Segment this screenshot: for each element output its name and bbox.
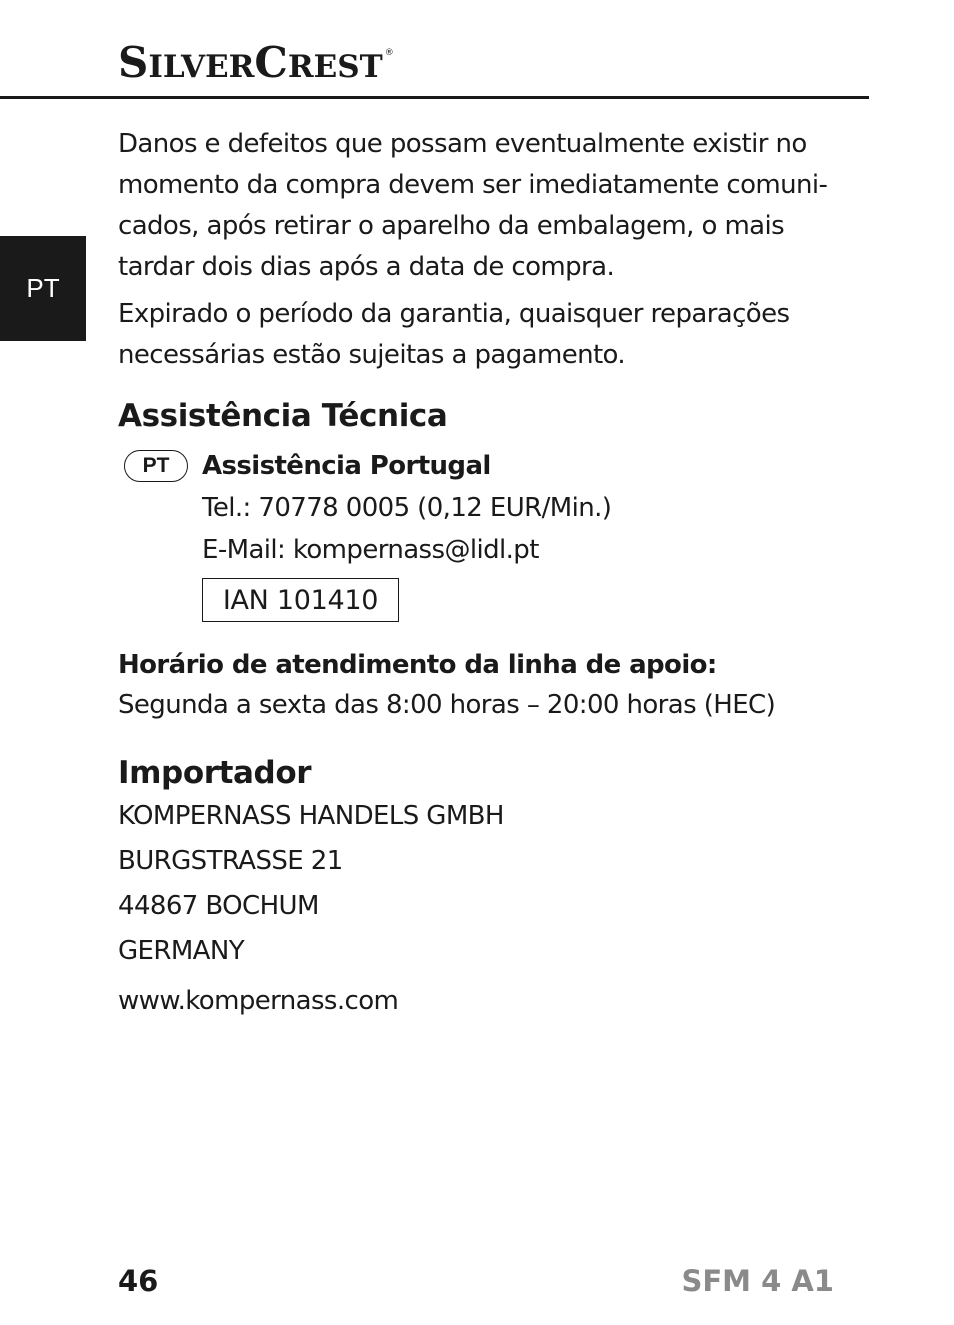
importer-company: KOMPERNASS HANDELS GMBH	[118, 801, 504, 831]
intro-line: necessárias estão sujeitas a pagamento.	[118, 340, 626, 370]
importer-city: 44867 BOCHUM	[118, 891, 319, 921]
service-name: Assistência Portugal	[202, 451, 491, 481]
intro-line: Danos e defeitos que possam eventualmente existir no	[118, 129, 807, 159]
language-tab	[0, 236, 86, 341]
service-email: E-Mail: kompernass@lidl.pt	[202, 535, 539, 565]
silvercrest-logo	[118, 38, 392, 87]
importer-country: GERMANY	[118, 936, 244, 966]
logo-text-ilver: ILVER	[148, 49, 255, 85]
intro-line: momento da compra devem ser imediatamente comuni-	[118, 170, 828, 200]
registered-mark: ®	[384, 48, 394, 58]
language-tab-label: PT	[26, 273, 60, 303]
logo-letter-s: S	[118, 38, 149, 87]
hotline-hours: Segunda a sexta das 8:00 horas – 20:00 horas (HEC)	[118, 690, 776, 720]
intro-line: cados, após retirar o aparelho da embalagem, o mais	[118, 211, 785, 241]
importer-street: BURGSTRASSE 21	[118, 846, 343, 876]
importer-heading: Importador	[118, 755, 312, 791]
logo-letter-c: C	[254, 38, 288, 87]
country-badge-label: PT	[142, 454, 170, 477]
intro-paragraph-2	[118, 294, 789, 376]
importer-website: www.kompernass.com	[118, 986, 399, 1016]
service-phone: Tel.: 70778 0005 (0,12 EUR/Min.)	[202, 493, 612, 523]
hotline-label: Horário de atendimento da linha de apoio:	[118, 650, 717, 680]
intro-line: Expirado o período da garantia, quaisquer reparações	[118, 299, 790, 329]
intro-line: tardar dois dias após a data de compra.	[118, 252, 615, 282]
ian-box	[202, 578, 399, 622]
ian-number: IAN 101410	[222, 584, 379, 616]
model-number: SFM 4 A1	[681, 1264, 834, 1298]
page-number: 46	[118, 1264, 159, 1298]
country-badge-pt	[124, 450, 188, 482]
intro-paragraph-1	[118, 124, 827, 288]
logo-text-rest: REST	[287, 49, 383, 85]
header-rule	[0, 96, 869, 99]
service-heading: Assistência Técnica	[118, 398, 448, 434]
